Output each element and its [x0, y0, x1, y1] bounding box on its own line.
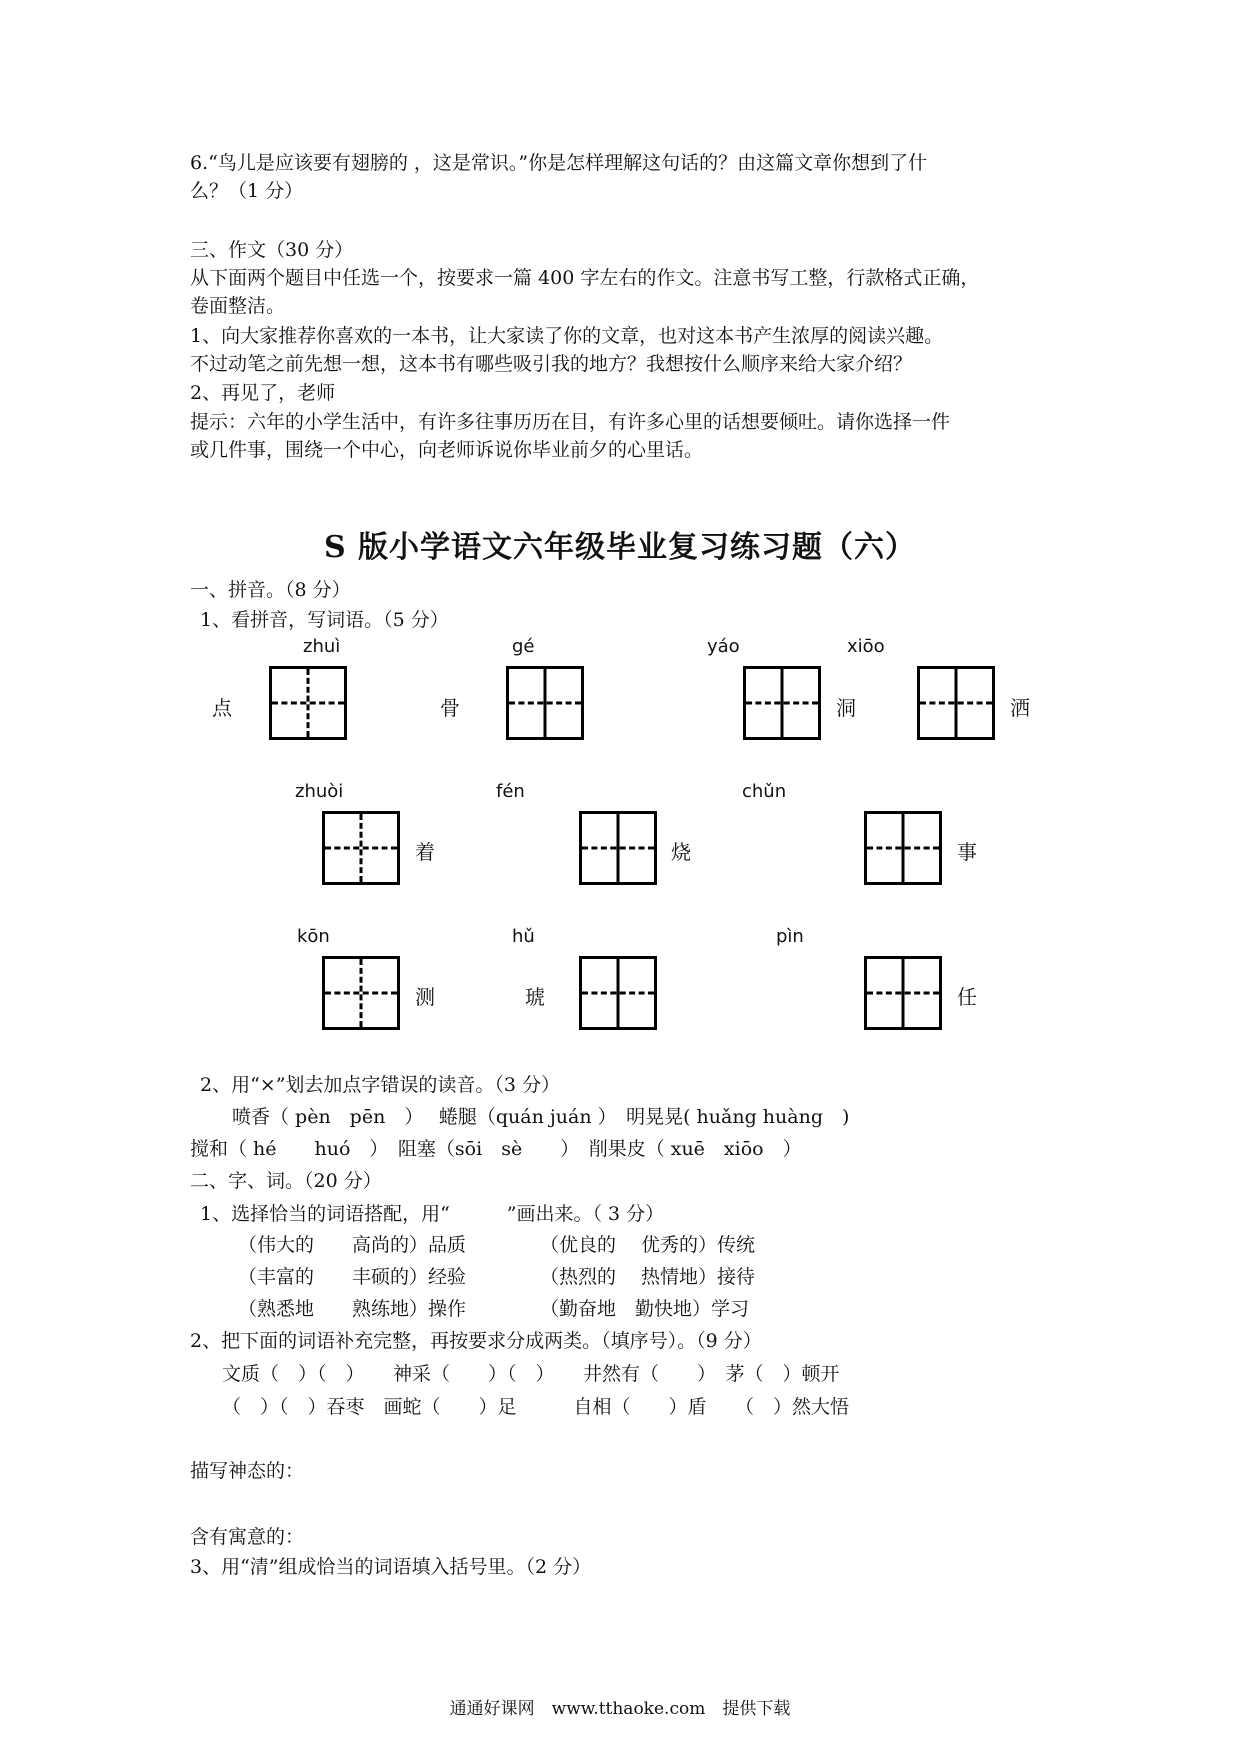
- essay-intro-1: 从下面两个题目中任选一个，按要求一篇 400 字左右的作文。注意书写工整，行款格式正确，: [190, 267, 980, 289]
- given-character: 洒: [1010, 696, 1030, 720]
- word-q2: 2、把下面的词语补充完整，再按要求分成两类。（填序号）。（9 分）: [190, 1330, 762, 1352]
- pinyin-label: gé: [512, 636, 535, 657]
- pinyin-label: fén: [496, 781, 525, 802]
- given-character: 任: [957, 985, 977, 1009]
- writing-box[interactable]: [506, 666, 584, 740]
- pinyin-label: chǔn: [742, 781, 787, 802]
- pair-option: （热烈的 热情地）接待: [540, 1266, 756, 1288]
- essay-topic-1-line-1: 1、向大家推荐你喜欢的一本书，让大家读了你的文章，也对这本书产生浓厚的阅读兴趣。: [190, 325, 944, 347]
- pair-option: （优良的 优秀的）传统: [540, 1234, 756, 1256]
- writing-box[interactable]: [743, 666, 821, 740]
- given-character: 骨: [440, 696, 460, 720]
- pinyin-label: zhuì: [303, 636, 341, 657]
- fill-line-1: 文质（ ）（ ） 神采（ ）（ ） 井然有（ ） 茅（ ）顿开: [222, 1363, 840, 1385]
- pinyin-label: kōn: [297, 926, 330, 947]
- pinyin-label: yáo: [707, 636, 740, 657]
- writing-box[interactable]: [269, 666, 347, 740]
- given-character: 琥: [525, 985, 545, 1009]
- given-character: 事: [957, 840, 977, 864]
- word-q3: 3、用“清”组成恰当的词语填入括号里。（2 分）: [190, 1556, 592, 1578]
- pinyin-label: pìn: [776, 926, 804, 947]
- pair-option: （熟悉地 熟练地）操作: [238, 1298, 467, 1320]
- pinyin-label: zhuòi: [295, 781, 344, 802]
- pinyin-q1: 1、看拼音，写词语。（5 分）: [200, 609, 449, 631]
- pinyin-heading: 一、拼音。（8 分）: [190, 579, 351, 601]
- writing-box[interactable]: [864, 811, 942, 885]
- given-character: 洞: [836, 696, 856, 720]
- essay-hint-line-1: 提示：六年的小学生活中，有许多往事历历在目，有许多心里的话想要倾吐。请你选择一件: [190, 411, 951, 433]
- q6-line-1: 6.“鸟儿是应该要有翅膀的 ，这是常识。”你是怎样理解这句话的？由这篇文章你想到了什: [190, 152, 928, 174]
- essay-hint-line-2: 或几件事，围绕一个中心，向老师诉说你毕业前夕的心里话。: [190, 439, 704, 461]
- pinyin-label: hǔ: [512, 926, 535, 947]
- footer-credit: 通通好课网 www.tthaoke.com 提供下载: [449, 1699, 791, 1719]
- pair-option: （伟大的 高尚的）品质: [238, 1234, 467, 1256]
- writing-box[interactable]: [579, 956, 657, 1030]
- pair-option: （勤奋地 勤快地）学习: [540, 1298, 750, 1320]
- given-character: 点: [212, 696, 232, 720]
- writing-box[interactable]: [864, 956, 942, 1030]
- pinyin-q2: 2、用“×”划去加点字错误的读音。（3 分）: [200, 1074, 561, 1096]
- given-character: 烧: [671, 840, 691, 864]
- essay-topic-2: 2、再见了，老师: [190, 382, 336, 404]
- word-q1: 1、选择恰当的词语搭配，用“ ”画出来。（ 3 分）: [200, 1203, 665, 1225]
- category-moral: 含有寓意的：: [190, 1526, 305, 1548]
- pinyin-q2-options-2: 搅和（ hé huó ） 阻塞（sōi sè ） 削果皮（ xuē xiōo ）: [190, 1138, 802, 1160]
- given-character: 测: [415, 985, 435, 1009]
- pinyin-q2-options-1: 喷香（ pèn pēn ） 蜷腿（quán juán ） 明晃晃( huǎng huàng ): [232, 1106, 850, 1128]
- page-title: S 版小学语文六年级毕业复习练习题（六）: [323, 530, 917, 565]
- q6-line-2: 么？（1 分）: [190, 180, 304, 202]
- essay-heading: 三、作文（30 分）: [190, 239, 354, 261]
- given-character: 着: [415, 840, 435, 864]
- category-expression: 描写神态的：: [190, 1460, 305, 1482]
- writing-box[interactable]: [322, 956, 400, 1030]
- fill-line-2: （ ）（ ）吞枣 画蛇（ ）足 自相（ ）盾 （ ）然大悟: [222, 1396, 850, 1418]
- writing-box[interactable]: [322, 811, 400, 885]
- pair-option: （丰富的 丰硕的）经验: [238, 1266, 467, 1288]
- essay-topic-1-line-2: 不过动笔之前先想一想，这本书有哪些吸引我的地方？我想按什么顺序来给大家介绍？: [190, 353, 913, 375]
- writing-box[interactable]: [917, 666, 995, 740]
- word-heading: 二、字、词。（20 分）: [190, 1170, 382, 1192]
- essay-intro-2: 卷面整洁。: [190, 295, 286, 317]
- pinyin-label: xiōo: [847, 636, 885, 657]
- writing-box[interactable]: [579, 811, 657, 885]
